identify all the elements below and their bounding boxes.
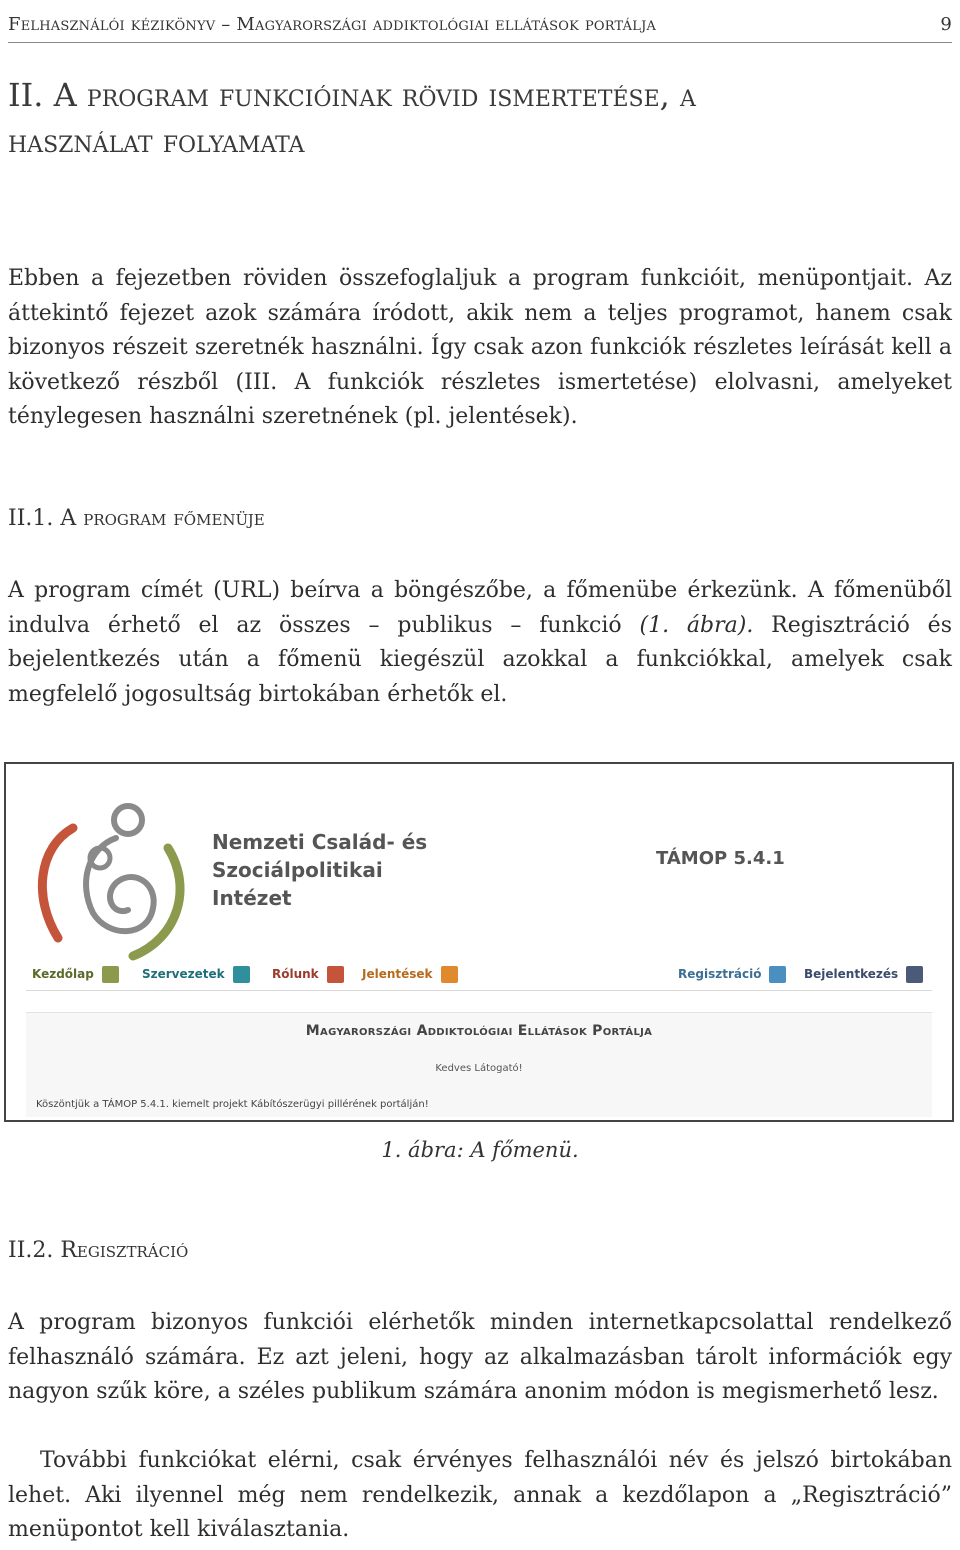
institute-name-line1: Nemzeti Család- és: [212, 830, 428, 854]
nav-item-organizations[interactable]: [142, 962, 250, 986]
main-menu-text-b: Regisztráció és bejelentkezés után a főmenü kiegészül azokkal a funkciókkal, amelyek csak megfelelő jogosultság birtokában érhetők el.: [8, 612, 952, 707]
chevron-down-icon: [906, 966, 923, 983]
nav-organizations-label: Szervezetek: [142, 967, 225, 981]
chevron-down-icon: [233, 966, 250, 983]
institute-name-line2: Szociálpolitikai: [212, 858, 383, 882]
institute-name: [212, 828, 427, 912]
registration-paragraph-2: További funkciókat elérni, csak érvényes felhasználói név és jelszó birtokában lehet. Aki ilyennel még nem rendelkezik, annak a kezdőlapon a „Regisztráció” menüpontot kell kiválasztania.: [8, 1448, 952, 1542]
nav-item-registration[interactable]: [678, 962, 786, 986]
running-header: [8, 14, 952, 38]
figure-caption: 1. ábra: A főmenü.: [381, 1138, 579, 1162]
figure-reference: (1. ábra).: [639, 612, 754, 638]
nav-reports-label: Jelentések: [362, 967, 433, 981]
institute-logo-icon: [28, 788, 198, 968]
main-menu-screenshot-figure: [4, 762, 954, 1122]
main-menu-paragraph: [8, 574, 952, 712]
nav-item-home[interactable]: [32, 962, 119, 986]
nav-registration-label: Regisztráció: [678, 967, 762, 981]
greeting-text: Kedves Látogató!: [435, 1063, 523, 1074]
institute-name-line3: Intézet: [212, 886, 292, 910]
section-heading-main-menu: II.1. A program főmenüje: [8, 506, 265, 531]
section-heading-registration: II.2. Regisztráció: [8, 1238, 189, 1263]
portal-title: Magyarországi Addiktológiai Ellátások Portálja: [305, 1023, 653, 1039]
running-title: Felhasználói kézikönyv – Magyarországi addiktológiai ellátások portálja: [8, 14, 657, 35]
nav-item-reports[interactable]: [362, 962, 458, 986]
welcome-text: Köszöntjük a TÁMOP 5.4.1. kiemelt projekt Kábítószerügyi pillérének portálján!: [36, 1099, 429, 1110]
chapter-title: [8, 72, 948, 164]
portal-banner: [26, 1012, 932, 1117]
nav-item-login[interactable]: [804, 962, 923, 986]
chapter-title-line1: II. A program funkcióinak rövid ismertetése, a: [8, 76, 696, 114]
main-nav-bar: [26, 956, 932, 991]
nav-login-label: Bejelentkezés: [804, 967, 899, 981]
chapter-title-line2: használat folyamata: [8, 122, 305, 160]
chevron-down-icon: [441, 966, 458, 983]
page-number: 9: [940, 14, 952, 35]
chevron-down-icon: [102, 966, 119, 983]
nav-item-about[interactable]: [272, 962, 344, 986]
header-rule: [8, 42, 952, 43]
registration-paragraph-1: A program bizonyos funkciói elérhetők minden internetkapcsolattal rendelkező felhasználó számára. Ez azt jeleni, hogy az alkalmazásban tárolt információk egy nagyon szűk köre, a széles publikum számára anonim módon is megismerhető lesz.: [8, 1310, 952, 1404]
program-code: TÁMOP 5.4.1: [656, 848, 785, 869]
main-menu-text-a: A program címét (URL) beírva a böngészőbe, a főmenübe érkezünk. A főmenüből indulva érhető el az összes – publikus – funkció: [8, 578, 952, 638]
nav-about-label: Rólunk: [272, 967, 319, 981]
nav-home-label: Kezdőlap: [32, 967, 94, 981]
intro-paragraph: Ebben a fejezetben röviden összefoglaljuk a program funkcióit, menüpontjait. Az áttekintő fejezet azok számára íródott, akik nem a teljes programot, hanem csak bizonyos részeit szeretnék használni. Így csak azon funkciók részletes leírását kell a következő részből (III. A funkciók részletes ismertetése) elolvasni, amelyeket ténylegesen használni szeretnének (pl. jelentések).: [8, 266, 952, 429]
chevron-down-icon: [769, 966, 786, 983]
chevron-down-icon: [327, 966, 344, 983]
